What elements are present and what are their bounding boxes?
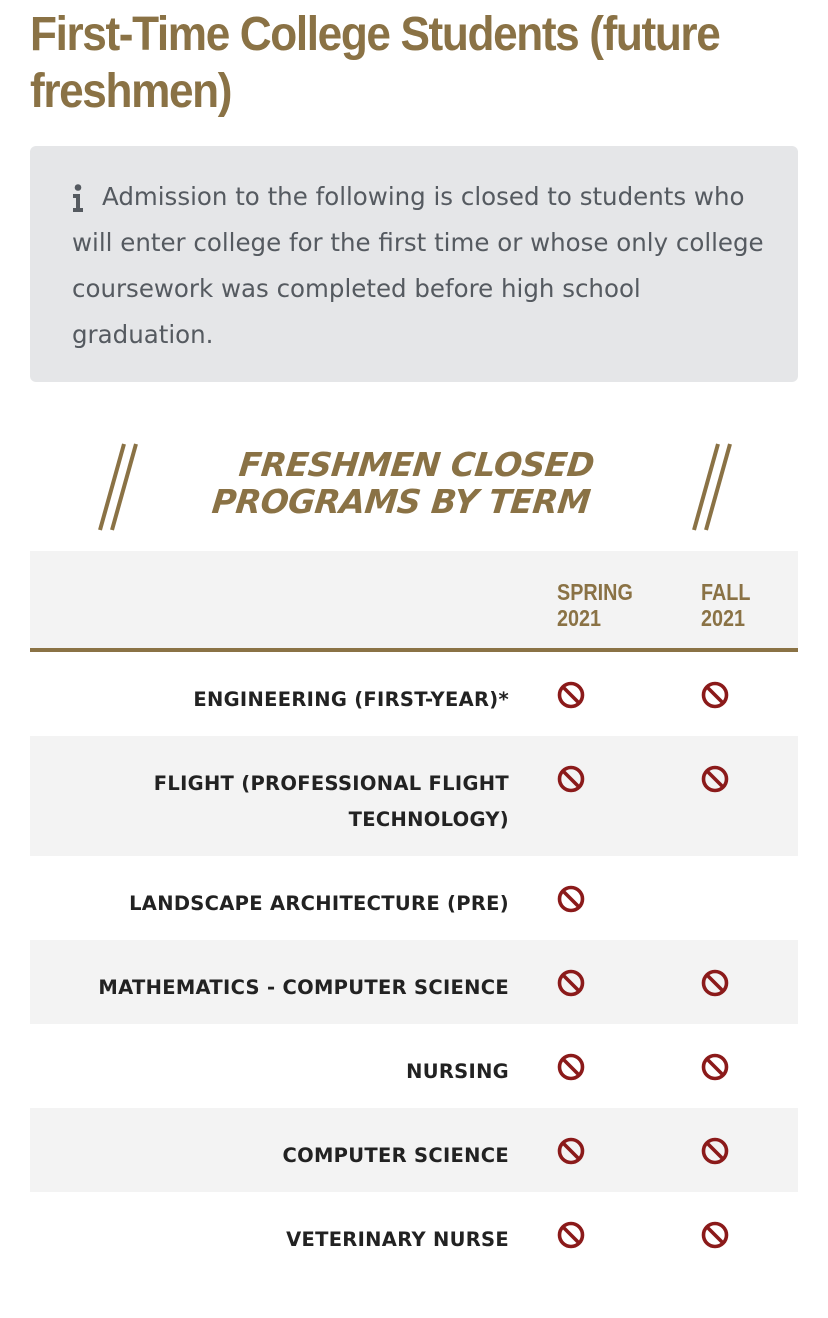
- no-entry-icon: [700, 968, 730, 998]
- spring-closed-status: [556, 968, 586, 998]
- fall-closed-status: [700, 764, 730, 794]
- spring-closed-status: [556, 884, 586, 914]
- decorative-slash-left: [92, 442, 142, 532]
- table-row: [30, 1192, 798, 1276]
- program-name: LANDSCAPE ARCHITECTURE (PRE): [129, 892, 509, 915]
- no-entry-icon: [700, 1136, 730, 1166]
- decorative-slash-right: [686, 442, 736, 532]
- spring-closed-status: [556, 1220, 586, 1250]
- no-entry-icon: [556, 968, 586, 998]
- table-row: [30, 856, 798, 940]
- no-entry-icon: [556, 764, 586, 794]
- spring-closed-status: [556, 1052, 586, 1082]
- table-row: [30, 1108, 798, 1192]
- no-entry-icon: [700, 1052, 730, 1082]
- program-name: ENGINEERING (FIRST-YEAR)*: [193, 688, 509, 711]
- no-entry-icon: [556, 884, 586, 914]
- table-header: [30, 551, 798, 652]
- table-row: [30, 940, 798, 1024]
- spring-closed-status: [556, 1136, 586, 1166]
- section-heading-text: [174, 446, 596, 520]
- no-entry-icon: [700, 680, 730, 710]
- column-header-fall-label: FALL 2021: [701, 579, 751, 631]
- section-heading-line2: PROGRAMS BY TERM: [210, 482, 593, 521]
- no-entry-icon: [556, 1136, 586, 1166]
- no-entry-icon: [700, 764, 730, 794]
- fall-closed-status: [700, 968, 730, 998]
- no-entry-icon: [556, 680, 586, 710]
- column-header-fall: [701, 579, 753, 631]
- no-entry-icon: [700, 1220, 730, 1250]
- fall-closed-status: [700, 1052, 730, 1082]
- notice-text: Admission to the following is closed to students who will enter college for the first time or whose only college coursework was completed before high school graduation.: [72, 182, 764, 349]
- info-notice: [30, 146, 798, 382]
- section-heading-line1: FRESHMEN CLOSED: [237, 445, 596, 484]
- fall-closed-status: [700, 1136, 730, 1166]
- spring-closed-status: [556, 764, 586, 794]
- program-name: NURSING: [406, 1060, 509, 1083]
- column-header-spring-label: SPRING 2021: [557, 579, 633, 631]
- spring-closed-status: [556, 680, 586, 710]
- program-name: FLIGHT (PROFESSIONAL FLIGHT TECHNOLOGY): [153, 772, 509, 831]
- no-entry-icon: [556, 1052, 586, 1082]
- fall-closed-status: [700, 1220, 730, 1250]
- table-row: [30, 652, 798, 736]
- table-row: [30, 1024, 798, 1108]
- program-name: VETERINARY NURSE: [286, 1228, 509, 1251]
- no-entry-icon: [556, 1220, 586, 1250]
- fall-closed-status: [700, 680, 730, 710]
- table-body: [30, 652, 798, 1276]
- program-name: COMPUTER SCIENCE: [282, 1144, 509, 1167]
- table-row: [30, 736, 798, 856]
- closed-programs-table: [30, 551, 798, 1276]
- section-heading: [30, 440, 798, 532]
- page-title: First-Time College Students (future freshmen): [30, 8, 720, 118]
- column-header-spring: [557, 579, 634, 631]
- program-name: MATHEMATICS - COMPUTER SCIENCE: [98, 976, 509, 999]
